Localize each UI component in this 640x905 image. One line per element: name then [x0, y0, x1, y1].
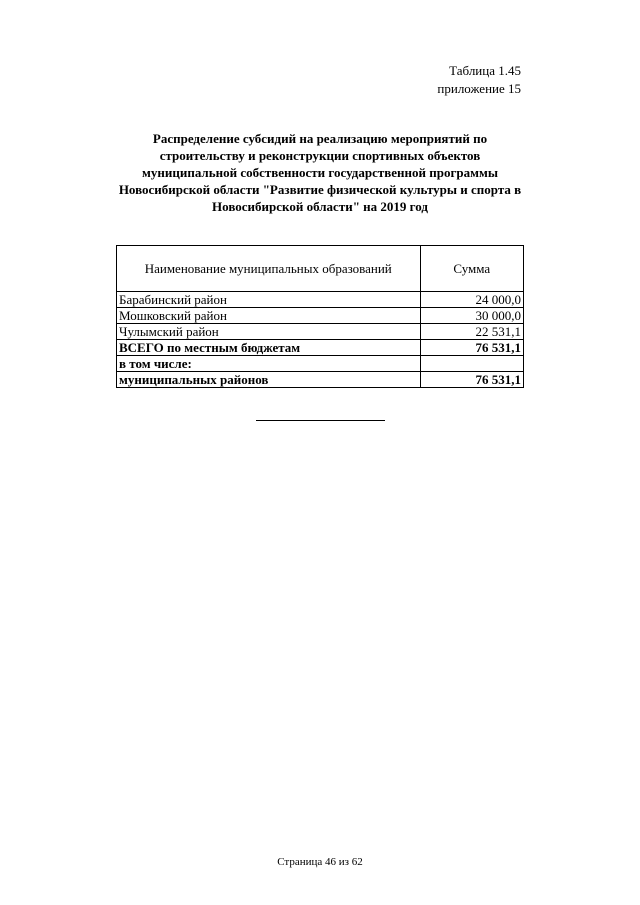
row-name: Чулымский район — [117, 324, 421, 340]
subsidy-table — [116, 245, 524, 388]
row-sum — [420, 356, 524, 372]
row-sum: 24 000,0 — [420, 292, 524, 308]
row-name: Мошковский район — [117, 308, 421, 324]
row-sum: 22 531,1 — [420, 324, 524, 340]
table-header-row — [117, 246, 524, 292]
table-row — [117, 324, 524, 340]
row-sum: 30 000,0 — [420, 308, 524, 324]
total-row — [117, 340, 524, 356]
appendix-number: приложение 15 — [437, 81, 521, 96]
table-row — [117, 308, 524, 324]
row-name: Барабинский район — [117, 292, 421, 308]
table-row — [117, 292, 524, 308]
column-header-name: Наименование муниципальных образований — [117, 246, 421, 292]
row-name: в том числе: — [117, 356, 421, 372]
title-line: муниципальной собственности государственной программы — [142, 165, 498, 180]
municipal-districts-row — [117, 372, 524, 388]
title-line: Новосибирской области "Развитие физической культуры и спорта в — [118, 182, 522, 197]
end-separator-line — [256, 420, 385, 421]
table-number: Таблица 1.45 — [449, 63, 521, 78]
title-line: строительству и реконструкции спортивных объектов — [159, 148, 481, 163]
subheading-row — [117, 356, 524, 372]
row-name: муниципальных районов — [117, 372, 421, 388]
page-footer: Страница 46 из 62 — [277, 856, 363, 868]
title-line: Распределение субсидий на реализацию мероприятий по — [152, 131, 488, 146]
row-sum: 76 531,1 — [420, 340, 524, 356]
document-title — [105, 130, 535, 215]
row-name: ВСЕГО по местным бюджетам — [117, 340, 421, 356]
column-header-sum: Сумма — [420, 246, 524, 292]
title-line: Новосибирской области" на 2019 год — [212, 199, 428, 214]
row-sum: 76 531,1 — [420, 372, 524, 388]
